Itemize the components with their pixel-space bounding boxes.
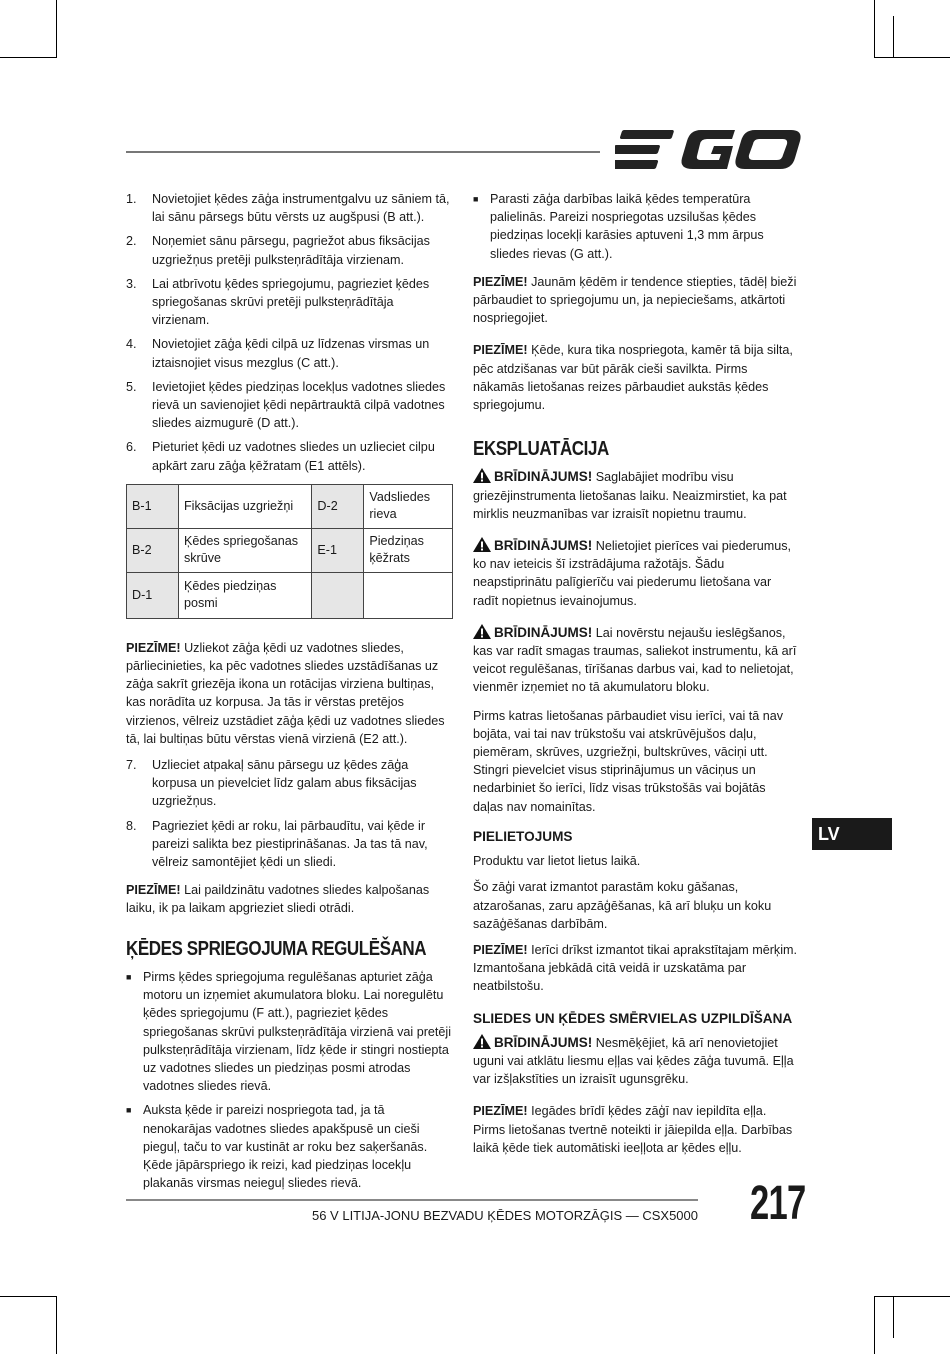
list-item: 8. Pagrieziet ķēdi ar roku, lai pārbaudītu, vai ķēde ir pareizi salikta bez piestiprināšanas. Ja tas tā nav, vēlreiz samontējiet ķēdi un sliedi. [126,818,428,870]
table-cell [312,572,364,618]
list-item: 2. Noņemiet sānu pārsegu, pagriežot abus fiksācijas uzgriežņus pretēji pulksteņrādītāja virzienam. [126,234,430,267]
bullet-item: ■ Auksta ķēde ir pareizi nospriegota tad, ja tā nenokarājas vadotnes sliedes apakšpusē un cieši pieguļ, taču to var kustināt ar roku bez saķeršanās. Ķēde jāpārspriego ik reizi, kad piedziņas locekļu plakanās virsmas neieguļ sliedes rievā. [126,1101,453,1192]
table-cell [364,572,453,618]
note-paragraph: PIEZĪME! Uzliekot zāģa ķēdi uz vadotnes sliedes, pārliecinieties, ka pēc vadotnes sliedes uzstādīšanas uz zāģa sakrīt griezēja ikona un rotācijas virziena bultiņas, kas norādīta uz korpusa. Ja tās ir vērstas pretējos virzienos, vēlreiz uzstādiet zāģa ķēdi uz vadotnes sliedes tā, lai bultiņas būtu vērstas vienā virzienā (E2 att.). [126,640,445,746]
warning-paragraph: BRĪDINĀJUMS! Lai novērstu nejaušu ieslēgšanos, kas var radīt smagas traumas, saliekot instrumentu, kā arī veicot regulēšanas, tīrīšanas darbus vai, kad to nelietojat, vienmēr izņemiet no tā akumulatoru bloku. [473,624,797,695]
list-item: 7. Uzlieciet atpakaļ sānu pārsegu uz ķēdes zāģa korpusa un pievelciet līdz galam abus fiksācijas uzgriežņus. [126,758,417,809]
page-number: 217 [750,1177,806,1230]
list-item: 6. Pieturiet ķēdi uz vadotnes sliedes un uzlieciet cilpu apkārt zaru zāģa ķēžratam (E1 attēls). [126,440,435,473]
note-paragraph: PIEZĪME! Ķēde, kura tika nospriegota, kamēr tā bija silta, pēc atdzišanas var būt pārāk cieši savilkta. Pirms nākamās lietošanas reizes pārbaudiet aukstās ķēdes spriegojumu. [473,343,793,413]
section-heading: EKSPLUATĀCIJA [473,438,609,461]
bullet-item: ■ Parasti zāģa darbības laikā ķēdes temperatūra palielinās. Pareizi nospriegotas uzsilušas ķēdes piedziņas locekļi karāsies aptuveni 1,3 mm ārpus sliedes rievas (G att.). [473,190,798,263]
warning-paragraph: BRĪDINĀJUMS! Saglabājiet modrību visu griezējinstrumenta lietošanas laiku. Neaizmirstiet, ka pat mirklis neuzmanības var izraisīt nopietnu traumu. [473,469,787,521]
warning-triangle-icon [473,1034,491,1049]
note-paragraph: PIEZĪME! Lai paildzinātu vadotnes sliedes kalpošanas laiku, ik pa laikam apgrieziet sliedi otrādi. [126,883,430,916]
left-column [126,190,453,1198]
list-item: 5. Ievietojiet ķēdes piedziņas locekļus vadotnes sliedes rievā un savienojiet ķēdi nepārtrauktā cilpā vadotnes sliedes aizmugurē (D att.). [126,379,446,431]
body-paragraph: Šo zāģi varat izmantot parastām koku gāšanas, atzarošanas, zaru apzāģēšanas, kā arī bluķu un koku sazāģēšanas darbībām. [473,880,772,931]
table-cell: Ķēdes spriegošanas skrūve [178,528,311,572]
right-column [473,190,798,1165]
footer-title: 56 V LITIJA-JONU BEZVADU ĶĒDES MOTORZĀĢIS — CSX5000 [311,1208,698,1223]
list-item: 1. Novietojiet ķēdes zāģa instrumentgalvu uz sāniem tā, lai sānu pārsegs būtu vērsts uz augšpusi (B att.). [126,192,450,225]
table-cell: Ķēdes piedziņas posmi [178,572,311,618]
warning-paragraph: BRĪDINĀJUMS! Nesmēķējiet, kā arī nenovietojiet uguni vai atklātu liesmu eļļas vai ķēdes zāģa tuvumā. Eļļa var izšļakstīties un izraisīt ugunsgrēku. [473,1034,794,1087]
warning-paragraph: BRĪDINĀJUMS! Nelietojiet pierīces vai piederumus, ko nav ieteicis šī izstrādājuma ražotājs. Šādu neapstiprinātu palīgierīču vai piederumu lietošana var radīt nopietnus ievainojumus. [473,538,792,608]
table-cell: D-2 [312,484,364,528]
table-row [127,572,453,618]
body-paragraph: Produktu var lietot lietus laikā. [473,854,641,869]
bullet-square-icon: ■ [126,971,132,982]
table-cell: Fiksācijas uzgriežņi [178,484,311,528]
table-cell: Piedziņas ķēžrats [364,528,453,572]
bullet-square-icon: ■ [473,194,479,204]
table-cell: B-1 [127,484,179,528]
ego-logo [615,128,801,172]
subheading: SLIEDES UN ĶĒDES SMĒRVIELAS UZPILDĪŠANA [473,1010,793,1026]
subheading: PIELIETOJUMS [473,828,573,844]
language-tab: LV [812,818,892,850]
table-row [127,484,453,528]
table-cell: Vadsliedes rieva [364,484,453,528]
note-paragraph: PIEZĪME! Jaunām ķēdēm ir tendence stiepties, tādēļ bieži pārbaudiet to spriegojumu un, ja nepieciešams, atkārtoti nospriegojiet. [473,274,797,326]
bullet-item: ■ Pirms ķēdes spriegojuma regulēšanas apturiet zāģa motoru un izņemiet akumulatora bloku. Lai noregulētu ķēdes spriegojumu (F att.), pagrieziet ķēdes spriegošanas skrūvi pulksteņrādītāja virzienā vai pretēji pulksteņrādītāja virzienam, līdz ķēde ir stingri nostiepta uz vadotnes sliedes un piedziņas posmi atrodas vadotnes sliedes rievā. [126,968,453,1095]
section-heading: ĶĒDES SPRIEGOJUMA REGULĒŠANA [126,937,427,960]
body-paragraph: Pirms katras lietošanas pārbaudiet visu ierīci, vai tā nav bojāta, vai tai nav trūkstošu vai atskrūvējušos daļu, piemēram, skrūves, uzgriežņi, bultskrūves, vāciņi utt. Stingri pievelciet visus stiprinājumus un vāciņus un nedarbiniet šo ierīci, līdz visas trūkstošās vai bojātās daļas nav nomainītas. [473,708,784,814]
table-cell: E-1 [312,528,364,572]
table-cell: B-2 [127,528,179,572]
table-cell: D-1 [127,572,179,618]
header-rule [126,151,600,153]
warning-triangle-icon [473,624,491,639]
bullet-square-icon: ■ [126,1105,132,1116]
parts-table [126,484,453,619]
list-item: 3. Lai atbrīvotu ķēdes spriegojumu, pagrieziet ķēdes spriegošanas skrūvi pretēji pulksteņrādītāja virzienam. [126,276,430,328]
footer-rule [126,1199,698,1201]
list-item: 4. Novietojiet zāģa ķēdi cilpā uz līdzenas virsmas un iztaisnojiet visus mezglus (C att.). [126,337,430,370]
warning-triangle-icon [473,537,491,552]
note-paragraph: PIEZĪME! Ierīci drīkst izmantot tikai aprakstītajam mērķim. Izmantošana jebkādā citā veidā ir uzskatāma par neatbilstošu. [473,942,798,994]
table-row [127,528,453,572]
note-paragraph: PIEZĪME! Iegādes brīdī ķēdes zāģī nav iepildīta eļļa. Pirms lietošanas tvertnē noteikti ir jāiepilda eļļa. Darbības laikā ķēde tiek automātiski ieeļļota ar ķēdes eļļu. [473,1104,793,1155]
warning-triangle-icon [473,468,491,483]
